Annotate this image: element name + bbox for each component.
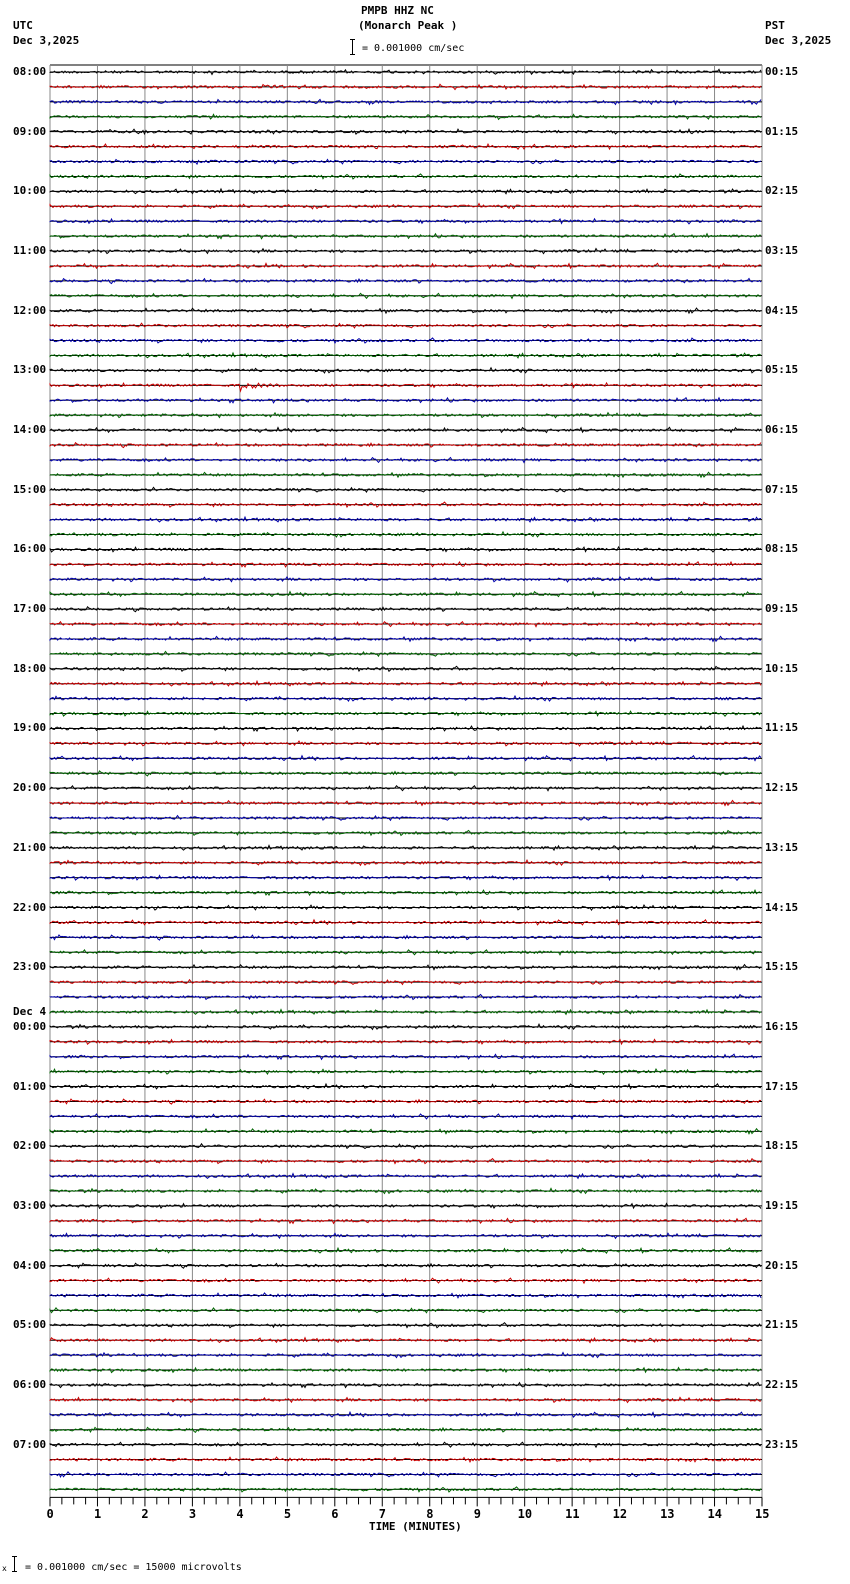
pst-hour-label: 22:15 bbox=[765, 1377, 799, 1391]
utc-hour-label: 07:00 bbox=[13, 1437, 47, 1451]
pst-hour-label: 15:15 bbox=[765, 960, 799, 974]
pst-hour-label: 14:15 bbox=[765, 900, 799, 914]
pst-hour-label: 13:15 bbox=[765, 840, 799, 854]
x-tick-label: 10 bbox=[517, 1507, 533, 1522]
pst-hour-label: 04:15 bbox=[765, 303, 799, 317]
x-tick-label: 6 bbox=[331, 1507, 339, 1522]
x-tick-label: 3 bbox=[188, 1507, 197, 1522]
x-tick-label: 14 bbox=[707, 1507, 722, 1522]
pst-hour-label: 10:15 bbox=[765, 661, 799, 675]
pst-hour-label: 00:15 bbox=[765, 65, 799, 78]
x-tick-label: 8 bbox=[426, 1507, 434, 1522]
pst-hour-label: 23:15 bbox=[765, 1437, 799, 1451]
utc-hour-label: 14:00 bbox=[13, 423, 47, 437]
pst-hour-label: 11:15 bbox=[765, 721, 799, 735]
station-location: (Monarch Peak ) bbox=[358, 19, 458, 32]
utc-hour-label: 12:00 bbox=[13, 303, 47, 317]
pst-hour-label: 20:15 bbox=[765, 1258, 799, 1272]
x-tick-label: 13 bbox=[660, 1507, 675, 1522]
utc-hour-label: 02:00 bbox=[13, 1139, 47, 1153]
pst-hour-label: 12:15 bbox=[765, 781, 799, 795]
utc-hour-label: 20:00 bbox=[13, 781, 47, 795]
station-title: PMPB HHZ NC bbox=[361, 4, 434, 17]
pst-hour-label: 08:15 bbox=[765, 542, 799, 556]
x-axis-label: TIME (MINUTES) bbox=[369, 1520, 462, 1534]
footer-scale-bar-icon bbox=[12, 1556, 18, 1572]
utc-hour-label: 03:00 bbox=[13, 1198, 47, 1212]
utc-hour-label: 17:00 bbox=[13, 602, 47, 616]
utc-hour-label: 10:00 bbox=[13, 184, 47, 198]
pst-hour-label: 01:15 bbox=[765, 124, 799, 138]
x-tick-label: 5 bbox=[283, 1507, 292, 1522]
pst-hour-label: 16:15 bbox=[765, 1019, 799, 1033]
utc-hour-label: 23:00 bbox=[13, 960, 47, 974]
pst-hour-label: 21:15 bbox=[765, 1318, 799, 1332]
x-tick-label: 7 bbox=[378, 1507, 386, 1522]
x-tick-label: 15 bbox=[755, 1507, 770, 1522]
utc-hour-label: 18:00 bbox=[13, 661, 47, 675]
left-date: Dec 3,2025 bbox=[13, 34, 80, 47]
x-tick-label: 9 bbox=[473, 1507, 481, 1522]
pst-hour-label: 07:15 bbox=[765, 482, 799, 496]
utc-hour-label: 22:00 bbox=[13, 900, 47, 914]
utc-hour-label: 13:00 bbox=[13, 363, 47, 377]
x-tick-label: 0 bbox=[46, 1507, 54, 1522]
right-date: Dec 3,2025 bbox=[765, 34, 832, 47]
utc-hour-label: 15:00 bbox=[13, 482, 47, 496]
pst-hour-label: 17:15 bbox=[765, 1079, 799, 1093]
utc-hour-label: 09:00 bbox=[13, 124, 47, 138]
footer-scale-text: = 0.001000 cm/sec = 15000 microvolts bbox=[25, 1562, 242, 1573]
pst-hour-label: 19:15 bbox=[765, 1198, 799, 1212]
pst-hour-label: 18:15 bbox=[765, 1139, 799, 1153]
utc-hour-label: 16:00 bbox=[13, 542, 47, 556]
utc-hour-label: 06:00 bbox=[13, 1377, 47, 1391]
pst-hour-label: 05:15 bbox=[765, 363, 799, 377]
utc-hour-label: 08:00 bbox=[13, 65, 47, 78]
pst-hour-label: 02:15 bbox=[765, 184, 799, 198]
utc-hour-label: 21:00 bbox=[13, 840, 47, 854]
x-tick-label: 2 bbox=[141, 1507, 149, 1522]
footer-marker: x bbox=[2, 1564, 7, 1573]
pst-hour-label: 06:15 bbox=[765, 423, 799, 437]
pst-hour-label: 03:15 bbox=[765, 244, 799, 258]
utc-hour-label: 04:00 bbox=[13, 1258, 47, 1272]
utc-hour-label: 11:00 bbox=[13, 244, 47, 258]
right-timezone: PST bbox=[765, 19, 785, 32]
left-timezone: UTC bbox=[13, 19, 33, 32]
scale-text: = 0.001000 cm/sec bbox=[362, 43, 465, 54]
utc-hour-label: 01:00 bbox=[13, 1079, 47, 1093]
utc-hour-label: 05:00 bbox=[13, 1318, 47, 1332]
x-tick-label: 12 bbox=[612, 1507, 628, 1522]
pst-hour-label: 09:15 bbox=[765, 602, 799, 616]
x-tick-label: 4 bbox=[236, 1507, 244, 1522]
utc-hour-label: 19:00 bbox=[13, 721, 47, 735]
utc-hour-label: 00:00 bbox=[13, 1019, 47, 1033]
x-tick-label: 11 bbox=[565, 1507, 580, 1522]
date-change-label: Dec 4 bbox=[13, 1004, 47, 1018]
x-tick-label: 1 bbox=[93, 1507, 102, 1522]
